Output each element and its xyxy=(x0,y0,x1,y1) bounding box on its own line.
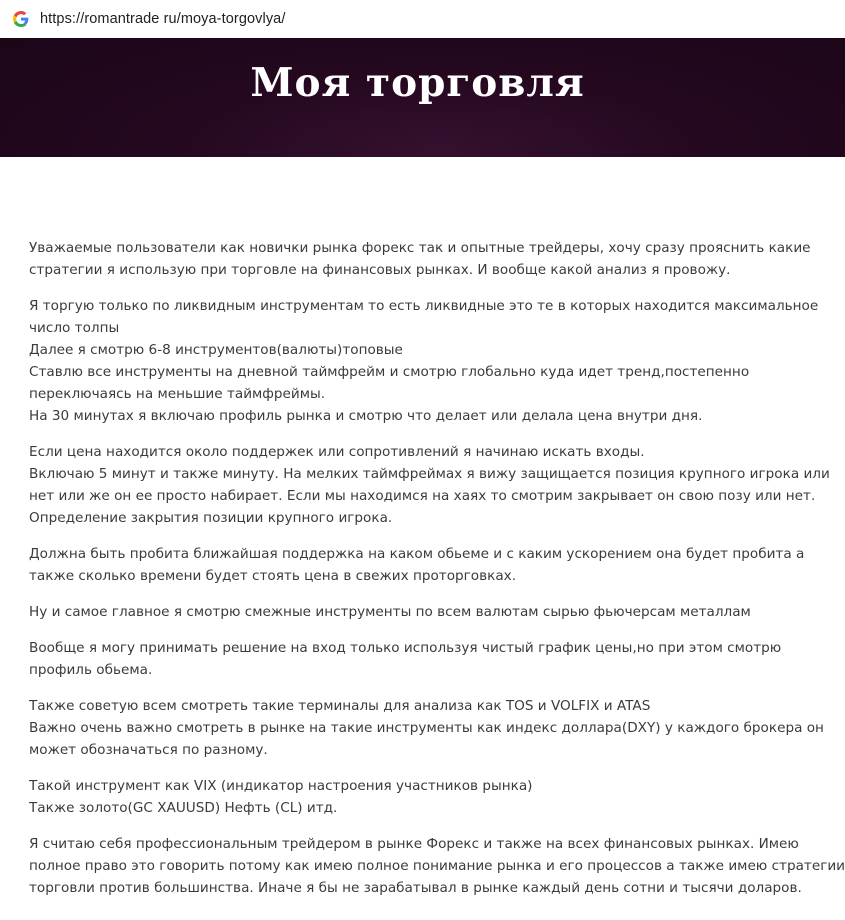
paragraph-line: Ну и самое главное я смотрю смежные инструменты по всем валютам сырью фьючерсам металлам xyxy=(29,604,751,620)
paragraph-line: Уважаемые пользователи как новички рынка форекс так и опытные трейдеры, хочу сразу прояснить какие xyxy=(29,240,811,256)
article-paragraph xyxy=(29,543,805,587)
paragraph-line: может обозначаться по разному. xyxy=(29,742,268,758)
paragraph-line: полное право это говорить потому как имею полное понимание рынка и его процессов а также имею стратегии xyxy=(29,858,845,874)
article-paragraph xyxy=(29,295,819,427)
paragraph-line: Я считаю себя профессиональным трейдером в рынке Форекс и также на всех финансовых рынках. Имею xyxy=(29,836,799,852)
article-body xyxy=(29,237,845,913)
article-paragraph xyxy=(29,637,799,681)
paragraph-line: Должна быть пробита ближайшая поддержка на каком обьеме и с каким ускорением она будет пробита а xyxy=(29,546,805,562)
paragraph-line: Далее я смотрю 6-8 инструментов(валюты)топовые xyxy=(29,342,403,358)
article-paragraph xyxy=(29,601,799,623)
paragraph-line: На 30 минутах я включаю профиль рынка и смотрю что делает или делала цена внутри дня. xyxy=(29,408,703,424)
article-paragraph xyxy=(29,695,824,761)
paragraph-line: торговли против большинства. Иначе я бы не зарабатывал в рынке каждый день сотни и тысячи доларов. xyxy=(29,880,802,896)
paragraph-line: Я торгую только по ликвидным инструментам то есть ликвидные это те в которых находится максимальное xyxy=(29,298,819,314)
page-header-banner xyxy=(0,38,845,157)
paragraph-line: Важно очень важно смотреть в рынке на такие инструменты как индекс доллара(DXY) у каждого брокера он xyxy=(29,720,824,736)
paragraph-line: число толпы xyxy=(29,320,120,336)
paragraph-line: Ставлю все инструменты на дневной таймфрейм и смотрю глобально куда идет тренд,постепенно xyxy=(29,364,750,380)
page-title: Моя торговля xyxy=(250,60,585,106)
paragraph-line: стратегии я использую при торговле на финансовых рынках. И вообще какой анализ я провожу. xyxy=(29,262,731,278)
paragraph-line: Определение закрытия позиции крупного игрока. xyxy=(29,510,393,526)
paragraph-line: Такой инструмент как VIX (индикатор настроения участников рынка) xyxy=(29,778,533,794)
article-paragraph xyxy=(29,833,845,899)
article-paragraph xyxy=(29,775,799,819)
paragraph-line: также сколько времени будет стоять цена в свежих проторговках. xyxy=(29,568,517,584)
paragraph-line: переключаясь на меньшие таймфреймы. xyxy=(29,386,326,402)
paragraph-line: профиль обьема. xyxy=(29,662,153,678)
url-text[interactable]: https://romantrade ru/moya-torgovlya/ xyxy=(40,11,286,27)
article-paragraph xyxy=(29,237,811,281)
paragraph-line: Вообще я могу принимать решение на вход только используя чистый график цены,но при этом смотрю xyxy=(29,640,782,656)
paragraph-line: Также советую всем смотреть такие терминалы для анализа как TOS и VOLFIX и ATAS xyxy=(29,698,651,714)
paragraph-line: нет или же он ее просто набирает. Если мы находимся на хаях то смотрим закрывает он свою позу или нет. xyxy=(29,488,816,504)
google-g-icon xyxy=(12,10,30,28)
paragraph-line: Если цена находится около поддержек или сопротивлений я начинаю искать входы. xyxy=(29,444,645,460)
browser-address-bar[interactable] xyxy=(0,0,845,38)
article-paragraph xyxy=(29,441,830,529)
paragraph-line: Также золото(GC XAUUSD) Нефть (CL) итд. xyxy=(29,800,338,816)
paragraph-line: Включаю 5 минут и также минуту. На мелких таймфреймах я вижу защищается позиция крупного игрока или xyxy=(29,466,830,482)
